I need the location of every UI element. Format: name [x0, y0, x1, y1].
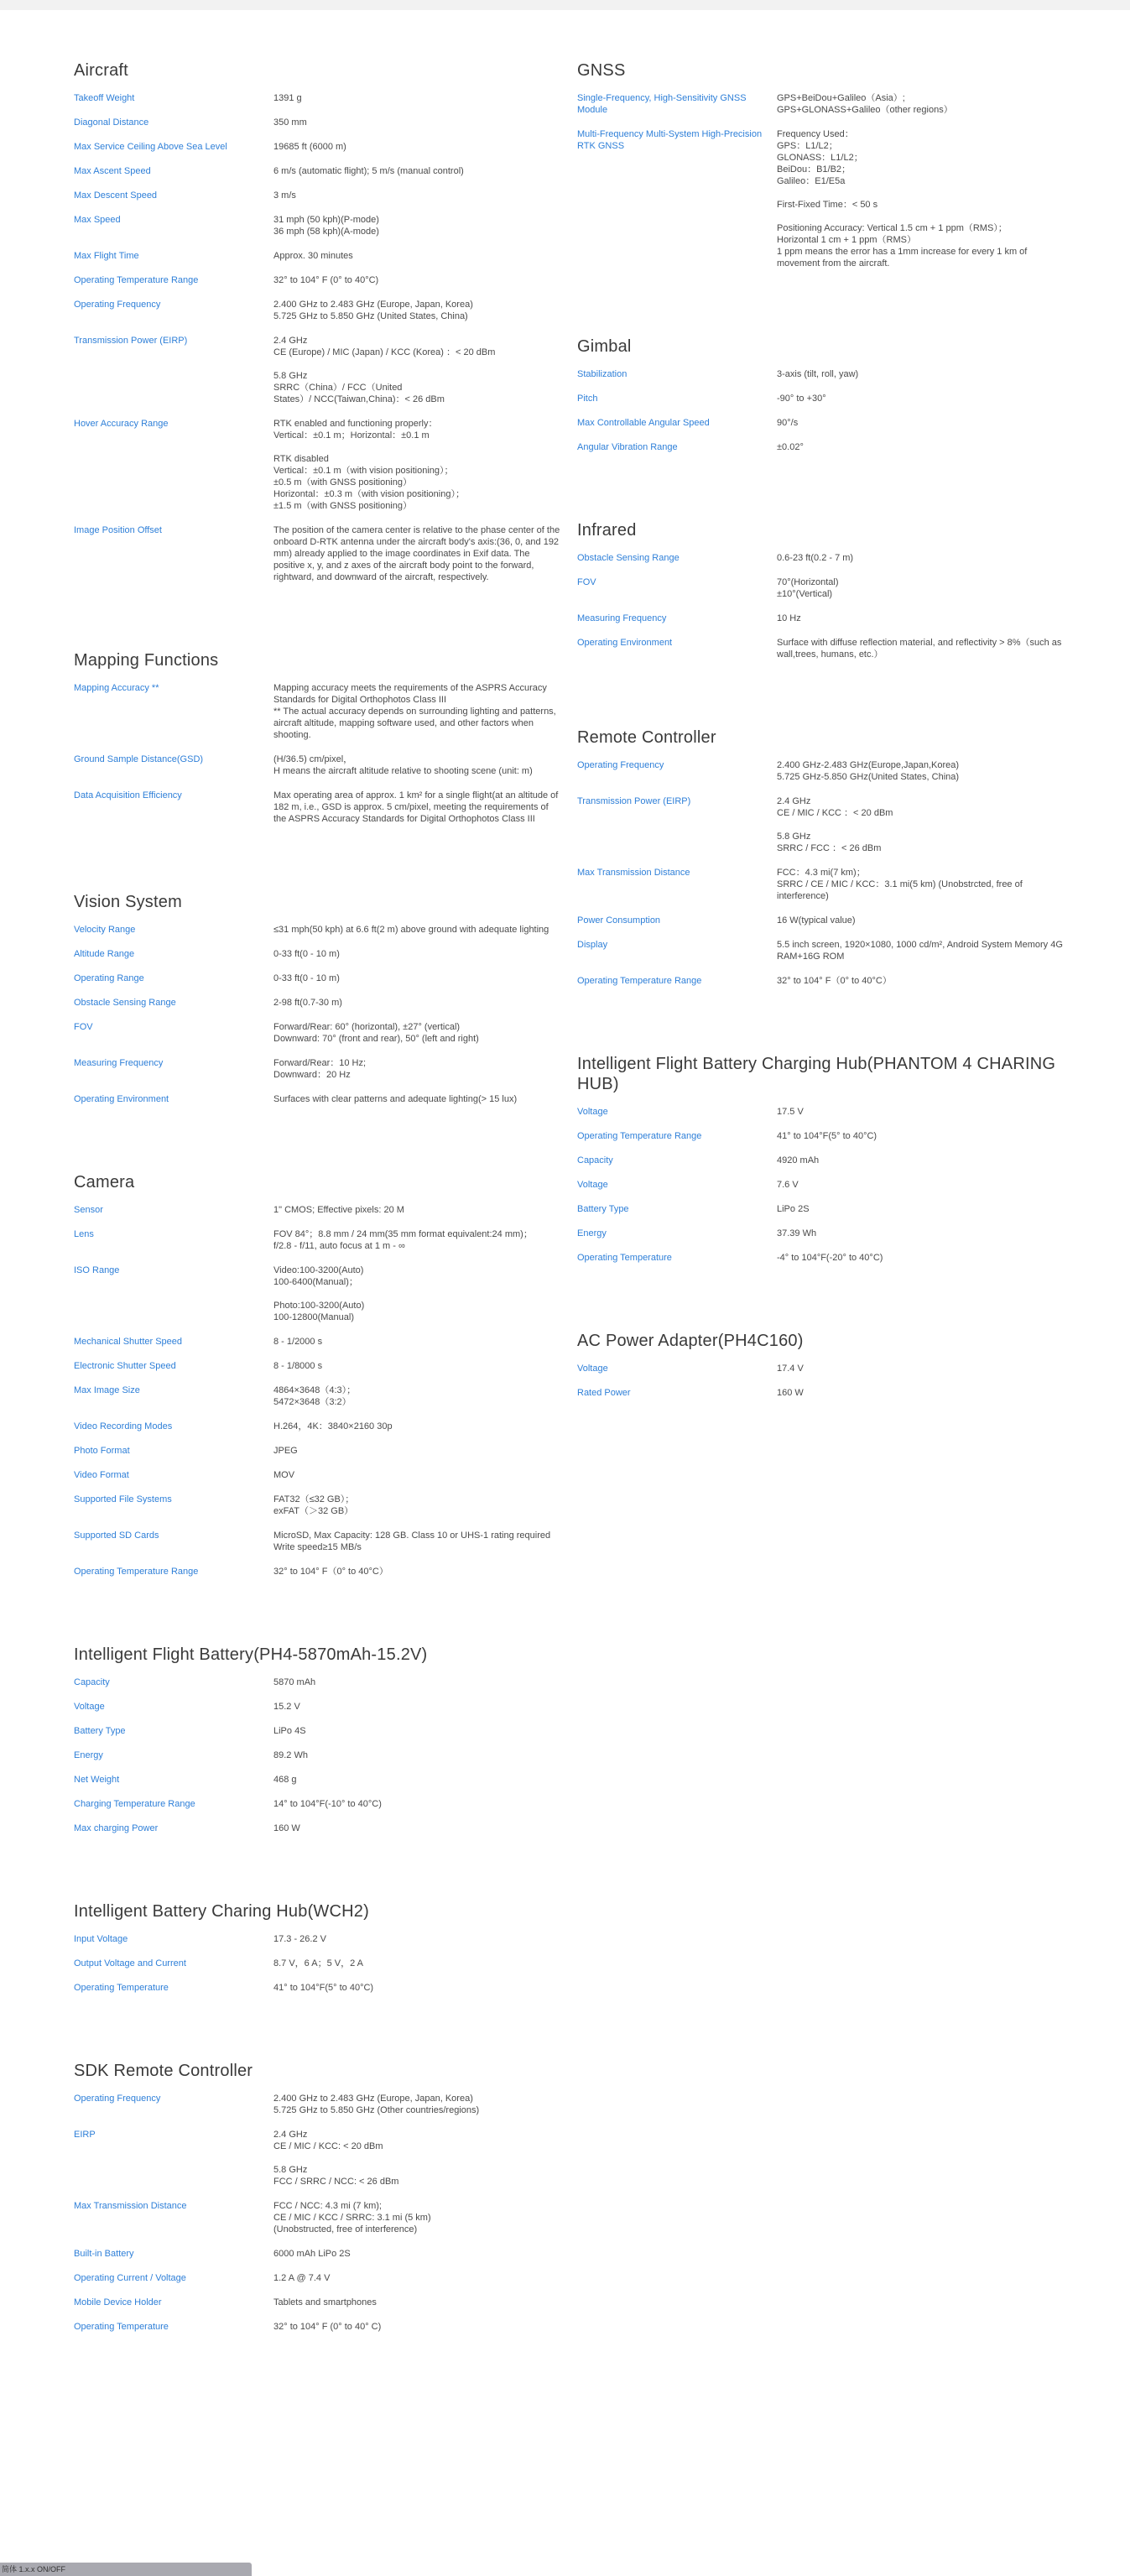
spec-value: MicroSD, Max Capacity: 128 GB. Class 10 or UHS-1 rating required Write speed≥15 MB/s: [273, 1530, 554, 1552]
section-intelligent-flight-battery-ph4-5870mah-15-2v: [74, 1645, 560, 1834]
spec-label: Obstacle Sensing Range: [74, 998, 176, 1008]
section-title: Camera: [74, 1173, 135, 1192]
spec-value: 160 W: [273, 1823, 300, 1833]
spec-row: [577, 867, 1064, 902]
spec-row: [577, 441, 1064, 453]
spec-value: FOV 84°；8.8 mm / 24 mm(35 mm format equivalent:24 mm)； f/2.8 - f/11, auto focus at 1 m - ∞: [273, 1229, 533, 1251]
section-mapping-functions: [74, 650, 560, 825]
spec-label: FOV: [74, 1022, 93, 1032]
spec-value: 2.400 GHz to 2.483 GHz (Europe, Japan, Korea) 5.725 GHz to 5.850 GHz (United States, China): [273, 300, 473, 321]
spec-label: Output Voltage and Current: [74, 1958, 186, 1969]
spec-row: [74, 1384, 560, 1408]
spec-value: MOV: [273, 1470, 295, 1480]
spec-label: Hover Accuracy Range: [74, 419, 169, 429]
spec-label: Supported File Systems: [74, 1494, 172, 1504]
spec-row: [74, 1445, 560, 1457]
bottom-status-bar[interactable]: [0, 2563, 252, 2576]
spec-label: Ground Sample Distance(GSD): [74, 754, 204, 764]
spec-label: Battery Type: [74, 1726, 126, 1736]
spec-row: [74, 1494, 560, 1517]
spec-label: Max Transmission Distance: [577, 868, 690, 878]
spec-value: 0-33 ft(0 - 10 m): [273, 949, 340, 959]
spec-value: Mapping accuracy meets the requirements of the ASPRS Accuracy Standards for Digital Orthophotos Class III ** The actual accuracy depends on surrounding lighting and patterns, aircraft altitude, mapping software used, and other factors when shooting.: [273, 683, 556, 740]
spec-label: Electronic Shutter Speed: [74, 1361, 176, 1371]
spec-value: 2.400 GHz-2.483 GHz(Europe,Japan,Korea) 5.725 GHz-5.850 GHz(United States, China): [777, 760, 960, 782]
spec-row: [74, 141, 560, 153]
spec-value: 32° to 104° F（0° to 40°C）: [273, 1567, 388, 1577]
spec-value: 5.5 inch screen, 1920×1080, 1000 cd/m², Android System Memory 4G RAM+16G ROM: [777, 940, 1065, 962]
spec-value: -90° to +30°: [777, 394, 826, 404]
spec-value: FAT32（≤32 GB）； exFAT（＞32 GB）: [273, 1494, 355, 1516]
spec-value: LiPo 4S: [273, 1726, 306, 1736]
section-title: Intelligent Flight Battery Charging Hub(PHANTOM 4 CHARING HUB): [577, 1055, 1056, 1093]
spec-row: [577, 552, 1064, 564]
spec-label: Stabilization: [577, 369, 627, 379]
spec-value: 32° to 104° F（0° to 40°C）: [777, 976, 892, 986]
spec-label: Battery Type: [577, 1204, 629, 1214]
spec-row: [74, 1958, 560, 1969]
section-title: Intelligent Battery Charing Hub(WCH2): [74, 1902, 369, 1921]
spec-label: Max Speed: [74, 215, 121, 225]
spec-label: Operating Temperature: [74, 1983, 169, 1993]
spec-label: Operating Current / Voltage: [74, 2273, 186, 2283]
spec-row: [74, 1469, 560, 1481]
spec-row: [74, 1774, 560, 1786]
spec-value: 41° to 104°F(5° to 40°C): [777, 1131, 877, 1141]
spec-row: [74, 1421, 560, 1432]
spec-value: FCC：4.3 mi(7 km)； SRRC / CE / MIC / KCC：3.1 mi(5 km) (Unobstrcted, free of interference): [777, 868, 1023, 901]
spec-value: Forward/Rear：10 Hz; Downward：20 Hz: [273, 1058, 367, 1080]
spec-label: Max Flight Time: [74, 251, 139, 261]
spec-row: [74, 92, 560, 104]
spec-value: 32° to 104° F (0° to 40°C): [273, 275, 379, 285]
section-aircraft: [74, 60, 563, 583]
spec-value: ≤31 mph(50 kph) at 6.6 ft(2 m) above ground with adequate lighting: [273, 925, 549, 935]
section-title: SDK Remote Controller: [74, 2062, 253, 2080]
spec-value: -4° to 104°F(-20° to 40°C): [777, 1253, 883, 1263]
spec-row: [577, 128, 1064, 269]
section-title: Vision System: [74, 893, 182, 911]
spec-label: ISO Range: [74, 1265, 120, 1275]
spec-row: [74, 274, 560, 286]
spec-label: Takeoff Weight: [74, 93, 135, 103]
spec-label: Capacity: [577, 1155, 613, 1165]
spec-row: [577, 1155, 1064, 1166]
spec-row: [74, 997, 560, 1009]
spec-value: 2.4 GHz CE / MIC / KCC ：< 20 dBm 5.8 GHz SRRC / FCC ：< 26 dBm: [777, 796, 893, 853]
spec-row: [74, 524, 563, 583]
spec-value: 6000 mAh LiPo 2S: [273, 2249, 351, 2259]
section-title: Aircraft: [74, 61, 128, 80]
spec-row: [74, 948, 560, 960]
spec-value: 8 - 1/8000 s: [273, 1361, 323, 1371]
section-title: GNSS: [577, 61, 626, 80]
spec-row: [577, 1252, 1064, 1264]
spec-row: [74, 117, 560, 128]
spec-row: [74, 2248, 560, 2260]
spec-label: Operating Temperature: [577, 1253, 672, 1263]
section-intelligent-flight-battery-charging-hub-phantom-4-charing-hub: [577, 1054, 1064, 1264]
spec-label: Max Image Size: [74, 1385, 140, 1395]
status-bar-text: 简体 1.x.x ON/OFF: [2, 2565, 66, 2573]
spec-row: [74, 418, 560, 512]
spec-row: [577, 576, 1064, 600]
spec-row: [74, 924, 560, 936]
spec-label: Mechanical Shutter Speed: [74, 1337, 183, 1347]
spec-label: Rated Power: [577, 1388, 631, 1398]
spec-value: 90°/s: [777, 418, 799, 428]
spec-value: 19685 ft (6000 m): [273, 142, 346, 152]
spec-row: [577, 368, 1064, 380]
spec-label: Lens: [74, 1229, 94, 1239]
spec-label: Max Ascent Speed: [74, 166, 151, 176]
spec-row: [577, 1203, 1064, 1215]
section-title: Intelligent Flight Battery(PH4-5870mAh-15.2V): [74, 1645, 428, 1664]
spec-value: Max operating area of approx. 1 km² for a single flight(at an altitude of 182 m, i.e., GSD is approx. 5 cm/pixel, meeting the requirements of the ASPRS Accuracy Standards for Digital Orthophotos Class III: [273, 790, 561, 824]
spec-row: [74, 2297, 560, 2308]
spec-row: [74, 1566, 560, 1577]
spec-row: [577, 795, 1064, 854]
spec-row: [74, 190, 560, 201]
spec-label: Operating Temperature Range: [74, 1567, 199, 1577]
section-intelligent-battery-charing-hub-wch2: [74, 1901, 560, 1994]
spec-label: Data Acquisition Efficiency: [74, 790, 182, 800]
section-title: Infrared: [577, 521, 637, 540]
spec-value: 10 Hz: [777, 613, 801, 623]
spec-row: [577, 915, 1064, 926]
spec-row: [74, 250, 560, 262]
spec-row: [74, 1228, 560, 1252]
spec-row: [577, 759, 1064, 783]
spec-label: Single-Frequency, High-Sensitivity GNSS Module: [577, 93, 747, 115]
spec-label: Measuring Frequency: [74, 1058, 164, 1068]
spec-row: [577, 1130, 1064, 1142]
right-column: [577, 60, 1064, 1466]
spec-label: Measuring Frequency: [577, 613, 667, 623]
spec-label: Max charging Power: [74, 1823, 159, 1833]
spec-value: Forward/Rear: 60° (horizontal), ±27° (vertical) Downward: 70° (front and rear), 50° (left and right): [273, 1022, 479, 1044]
spec-value: 3-axis (tilt, roll, yaw): [777, 369, 859, 379]
spec-label: Voltage: [577, 1107, 608, 1117]
spec-row: [74, 2129, 560, 2188]
spec-value: JPEG: [273, 1446, 298, 1456]
spec-label: Image Position Offset: [74, 525, 162, 535]
spec-label: Photo Format: [74, 1446, 130, 1456]
section-vision-system: [74, 892, 560, 1105]
spec-label: Mapping Accuracy **: [74, 683, 159, 693]
spec-row: [74, 973, 560, 984]
spec-row: [74, 1530, 560, 1553]
spec-row: [74, 754, 560, 777]
spec-value: 1" CMOS; Effective pixels: 20 M: [273, 1205, 404, 1215]
spec-label: EIRP: [74, 2130, 96, 2140]
spec-row: [577, 1179, 1064, 1191]
spec-value: H.264，4K：3840×2160 30p: [273, 1421, 393, 1431]
spec-value: (H/36.5) cm/pixel， H means the aircraft altitude relative to shooting scene (unit: m): [273, 754, 533, 776]
spec-value: 0-33 ft(0 - 10 m): [273, 973, 340, 983]
section-infrared: [577, 520, 1064, 660]
spec-row: [74, 165, 560, 177]
spec-row: [74, 1982, 560, 1994]
spec-label: Operating Temperature Range: [577, 976, 702, 986]
spec-row: [577, 1363, 1064, 1374]
spec-value: Frequency Used： GPS：L1/L2； GLONASS：L1/L2； BeiDou：B1/B2； Galileo：E1/E5a First-Fixed Time：< 50 s Positioning Accuracy: Vertical 1.5 cm + 1 ppm（RMS）； Horizontal 1 cm + 1 ppm（RMS） 1 ppm means the error has a 1mm increase for every 1 km of movement from the aircraft.: [777, 129, 1028, 269]
spec-row: [74, 1822, 560, 1834]
spec-row: [577, 1106, 1064, 1118]
spec-label: Charging Temperature Range: [74, 1799, 195, 1809]
spec-row: [577, 613, 1064, 624]
spec-row: [577, 417, 1064, 429]
spec-value: RTK enabled and functioning properly： Vertical：±0.1 m；Horizontal：±0.1 m RTK disabled Vertical：±0.1 m（with vision positioning）； ±0.5 m（with GNSS positioning） Horizontal：±0.3 m（with vision positioning）； ±1.5 m（with GNSS positioning）: [273, 419, 465, 511]
spec-row: [577, 1228, 1064, 1239]
spec-row: [74, 299, 560, 322]
spec-label: Max Controllable Angular Speed: [577, 418, 710, 428]
spec-value: 17.3 - 26.2 V: [273, 1934, 326, 1944]
spec-value: 160 W: [777, 1388, 804, 1398]
spec-value: LiPo 2S: [777, 1204, 810, 1214]
section-title: AC Power Adapter(PH4C160): [577, 1332, 804, 1350]
spec-row: [74, 2093, 560, 2116]
spec-value: Surface with diffuse reflection material, and reflectivity > 8%（such as wall,trees, humans, etc.）: [777, 638, 1065, 660]
section-remote-controller: [577, 727, 1064, 987]
spec-row: [74, 1725, 560, 1737]
spec-value: 468 g: [273, 1775, 297, 1785]
section-title: Remote Controller: [577, 728, 716, 747]
spec-label: Velocity Range: [74, 925, 136, 935]
spec-row: [577, 92, 1064, 116]
spec-value: Surfaces with clear patterns and adequate lighting(> 15 lux): [273, 1094, 518, 1104]
spec-row: [74, 1093, 560, 1105]
spec-value: The position of the camera center is relative to the phase center of the onboard D-RTK antenna under the aircraft body's axis:(36, 0, and 192 mm) already applied to the image coordinates in Exif data. The positive x, y, and z axes of the aircraft body point to the forward, rightward, and downward of the aircraft, respectively.: [273, 525, 563, 582]
spec-value: 4864×3648（4:3）； 5472×3648（3:2）: [273, 1385, 357, 1407]
spec-row: [74, 1749, 560, 1761]
spec-label: Sensor: [74, 1205, 103, 1215]
spec-label: Capacity: [74, 1677, 110, 1687]
spec-row: [74, 1701, 560, 1713]
spec-value: Video:100-3200(Auto) 100-6400(Manual)； Photo:100-3200(Auto) 100-12800(Manual): [273, 1265, 365, 1322]
spec-value: 0.6-23 ft(0.2 - 7 m): [777, 553, 854, 563]
spec-label: Max Transmission Distance: [74, 2201, 187, 2211]
spec-value: 4920 mAh: [777, 1155, 820, 1165]
spec-row: [74, 1021, 560, 1045]
spec-label: Obstacle Sensing Range: [577, 553, 680, 563]
spec-value: 70°(Horizontal) ±10°(Vertical): [777, 577, 839, 599]
spec-value: 32° to 104° F (0° to 40° C): [273, 2322, 382, 2332]
spec-label: Diagonal Distance: [74, 117, 149, 128]
spec-value: 37.39 Wh: [777, 1228, 817, 1238]
spec-label: Operating Frequency: [74, 2094, 161, 2104]
spec-label: Net Weight: [74, 1775, 120, 1785]
spec-label: Operating Frequency: [577, 760, 664, 770]
spec-row: [74, 2272, 560, 2284]
spec-label: Mobile Device Holder: [74, 2297, 162, 2307]
section-gimbal: [577, 336, 1064, 453]
spec-value: 15.2 V: [273, 1702, 300, 1712]
spec-label: FOV: [577, 577, 596, 587]
left-column: [74, 60, 563, 2400]
spec-label: Operating Environment: [74, 1094, 169, 1104]
spec-label: Voltage: [74, 1702, 105, 1712]
spec-row: [74, 682, 560, 741]
spec-label: Operating Environment: [577, 638, 673, 648]
spec-value: ±0.02°: [777, 442, 804, 452]
spec-row: [577, 939, 1064, 962]
spec-value: 7.6 V: [777, 1180, 799, 1190]
spec-label: Supported SD Cards: [74, 1530, 159, 1541]
spec-value: 17.4 V: [777, 1364, 804, 1374]
spec-value: 3 m/s: [273, 190, 296, 201]
spec-row: [74, 1798, 560, 1810]
spec-label: Video Format: [74, 1470, 129, 1480]
spec-row: [74, 1057, 560, 1081]
spec-label: Voltage: [577, 1364, 608, 1374]
section-title: Mapping Functions: [74, 651, 219, 670]
spec-label: Altitude Range: [74, 949, 135, 959]
spec-value: 16 W(typical value): [777, 915, 856, 926]
section-gnss: [577, 60, 1064, 269]
spec-label: Pitch: [577, 394, 598, 404]
spec-row: [74, 1336, 560, 1348]
spec-value: 2.400 GHz to 2.483 GHz (Europe, Japan, Korea) 5.725 GHz to 5.850 GHz (Other countries/regions): [273, 2094, 480, 2115]
spec-row: [74, 2321, 560, 2333]
spec-value: 8 - 1/2000 s: [273, 1337, 323, 1347]
spec-row: [74, 1265, 560, 1323]
spec-label: Voltage: [577, 1180, 608, 1190]
spec-value: Tablets and smartphones: [273, 2297, 377, 2307]
spec-value: 41° to 104°F(5° to 40°C): [273, 1983, 374, 1993]
spec-label: Max Descent Speed: [74, 190, 158, 201]
spec-label: Max Service Ceiling Above Sea Level: [74, 142, 227, 152]
spec-value: 8.7 V，6 A；5 V，2 A: [273, 1958, 364, 1969]
spec-label: Input Voltage: [74, 1934, 128, 1944]
spec-value: 2.4 GHz CE (Europe) / MIC (Japan) / KCC (Korea) ：< 20 dBm 5.8 GHz SRRC（China）/ FCC（United States）/ NCC(Taiwan,China)：< 26 dBm: [273, 336, 496, 404]
spec-value: 1.2 A @ 7.4 V: [273, 2273, 331, 2283]
spec-value: 5870 mAh: [273, 1677, 316, 1687]
spec-row: [577, 637, 1064, 660]
section-camera: [74, 1172, 560, 1577]
spec-value: FCC / NCC: 4.3 mi (7 km); CE / MIC / KCC / SRRC: 3.1 mi (5 km) (Unobstructed, free of interference): [273, 2201, 431, 2234]
spec-label: Operating Temperature Range: [74, 275, 199, 285]
spec-row: [74, 2200, 560, 2235]
spec-label: Operating Frequency: [74, 300, 161, 310]
spec-row: [577, 393, 1064, 404]
spec-label: Operating Temperature Range: [577, 1131, 702, 1141]
spec-row: [577, 975, 1064, 987]
spec-value: 2-98 ft(0.7-30 m): [273, 998, 342, 1008]
section-title: Gimbal: [577, 337, 632, 356]
spec-label: Multi-Frequency Multi-System High-Precision RTK GNSS: [577, 129, 763, 151]
spec-label: Operating Range: [74, 973, 144, 983]
section-ac-power-adapter-ph4c160: [577, 1331, 1064, 1399]
spec-row: [74, 1933, 560, 1945]
spec-label: Display: [577, 940, 608, 950]
spec-row: [74, 214, 560, 237]
spec-value: 14° to 104°F(-10° to 40°C): [273, 1799, 382, 1809]
spec-row: [577, 1387, 1064, 1399]
spec-label: Operating Temperature: [74, 2322, 169, 2332]
spec-label: Angular Vibration Range: [577, 442, 678, 452]
spec-value: 6 m/s (automatic flight); 5 m/s (manual control): [273, 166, 464, 176]
spec-value: 31 mph (50 kph)(P-mode) 36 mph (58 kph)(A-mode): [273, 215, 379, 237]
section-sdk-remote-controller: [74, 2061, 560, 2333]
spec-row: [74, 1360, 560, 1372]
spec-row: [74, 335, 560, 405]
spec-label: Built-in Battery: [74, 2249, 134, 2259]
spec-value: 89.2 Wh: [273, 1750, 308, 1760]
spec-label: Video Recording Modes: [74, 1421, 173, 1431]
spec-value: 1391 g: [273, 93, 302, 103]
spec-label: Energy: [74, 1750, 103, 1760]
spec-row: [74, 790, 560, 825]
spec-row: [74, 1676, 560, 1688]
spec-row: [74, 1204, 560, 1216]
spec-value: 350 mm: [273, 117, 307, 128]
spec-value: 2.4 GHz CE / MIC / KCC: < 20 dBm 5.8 GHz FCC / SRRC / NCC: < 26 dBm: [273, 2130, 399, 2187]
top-bar: [0, 0, 1130, 10]
spec-label: Power Consumption: [577, 915, 661, 926]
spec-label: Transmission Power (EIRP): [74, 336, 188, 346]
spec-label: Transmission Power (EIRP): [577, 796, 691, 806]
spec-value: 17.5 V: [777, 1107, 804, 1117]
spec-label: Energy: [577, 1228, 607, 1238]
spec-value: GPS+BeiDou+Galileo（Asia）; GPS+GLONASS+Galileo（other regions）: [777, 93, 953, 115]
spec-value: Approx. 30 minutes: [273, 251, 353, 261]
